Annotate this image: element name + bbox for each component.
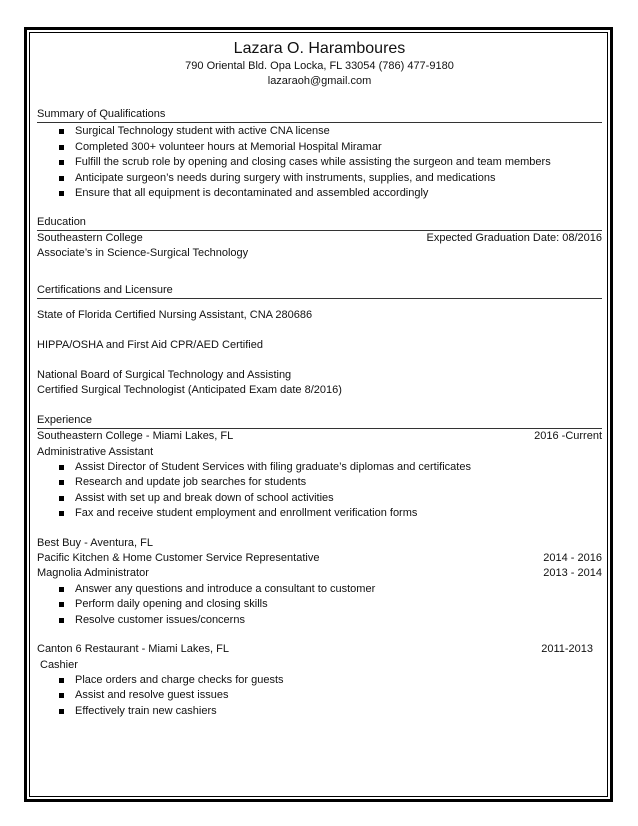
summary-section xyxy=(37,107,602,202)
section-title: Certifications and Licensure xyxy=(37,283,602,299)
job-header xyxy=(37,566,602,582)
list-item: Assist and resolve guest issues xyxy=(37,688,602,704)
bullet-icon xyxy=(59,465,64,470)
list-item: Answer any questions and introduce a consultant to customer xyxy=(37,582,602,598)
job-role: Cashier xyxy=(40,658,78,671)
certifications-section xyxy=(37,283,602,398)
bullet-icon xyxy=(59,693,64,698)
contact-address: 790 Oriental Bld. Opa Locka, FL 33054 (786) 477-9180 xyxy=(185,60,454,72)
summary-list xyxy=(37,124,602,202)
section-title: Summary of Qualifications xyxy=(37,107,602,123)
degree: Associate’s in Science-Surgical Technology xyxy=(37,247,249,259)
cna-license: State of Florida Certified Nursing Assistant, CNA 280686 xyxy=(37,309,313,321)
job-dates: 2016 -Current xyxy=(534,430,602,442)
bullet-icon xyxy=(59,496,64,501)
job-header xyxy=(37,429,602,445)
employer: Canton 6 Restaurant - Miami Lakes, FL xyxy=(37,643,229,655)
school-name: Southeastern College xyxy=(37,231,143,244)
employer: Southeastern College - Miami Lakes, FL xyxy=(37,430,234,442)
bullet-icon xyxy=(59,145,64,150)
job-dates: 2013 - 2014 xyxy=(543,567,602,579)
job-entry xyxy=(37,642,602,719)
list-item: Fax and receive student employment and enrollment verification forms xyxy=(37,506,602,522)
list-item: Anticipate surgeon’s needs during surgery with instruments, supplies, and medications xyxy=(37,171,602,187)
list-item: Completed 300+ volunteer hours at Memorial Hospital Miramar xyxy=(37,140,602,156)
education-section xyxy=(37,215,602,262)
resume-header xyxy=(37,39,602,89)
job-role: Pacific Kitchen & Home Customer Service Representative xyxy=(37,551,320,564)
section-title: Experience xyxy=(37,413,602,429)
list-item: Fulfill the scrub role by opening and closing cases while assisting the surgeon and team members xyxy=(37,155,602,171)
section-title: Education xyxy=(37,215,602,231)
resume-document xyxy=(37,38,602,719)
job-duties xyxy=(37,673,602,720)
job-dates: 2011-2013 xyxy=(541,643,593,655)
bullet-icon xyxy=(59,160,64,165)
job-role: Administrative Assistant xyxy=(37,445,154,458)
bullet-icon xyxy=(59,129,64,134)
job-entry xyxy=(37,536,602,629)
list-item: Assist Director of Student Services with filing graduate’s diplomas and certificates xyxy=(37,460,602,476)
contact-email: lazaraoh@gmail.com xyxy=(267,75,372,87)
list-item: Ensure that all equipment is decontaminated and assembled accordingly xyxy=(37,186,602,202)
job-header xyxy=(37,642,602,658)
job-header xyxy=(37,551,602,567)
job-duties xyxy=(37,582,602,629)
list-item: Perform daily opening and closing skills xyxy=(37,597,602,613)
graduation-date: Expected Graduation Date: 08/2016 xyxy=(426,231,602,244)
cst-certification: Certified Surgical Technologist (Anticipated Exam date 8/2016) xyxy=(37,384,342,396)
education-row xyxy=(37,231,602,247)
bullet-icon xyxy=(59,709,64,714)
bullet-icon xyxy=(59,480,64,485)
nbstsa-board: National Board of Surgical Technology and Assisting xyxy=(37,369,292,381)
experience-section xyxy=(37,413,602,719)
job-dates: 2014 - 2016 xyxy=(543,551,602,564)
bullet-icon xyxy=(59,587,64,592)
list-item: Research and update job searches for students xyxy=(37,475,602,491)
list-item: Effectively train new cashiers xyxy=(37,704,602,720)
job-duties xyxy=(37,460,602,522)
bullet-icon xyxy=(59,602,64,607)
bullet-icon xyxy=(59,618,64,623)
employer: Best Buy - Aventura, FL xyxy=(37,536,153,549)
bullet-icon xyxy=(59,678,64,683)
applicant-name: Lazara O. Haramboures xyxy=(233,40,406,57)
bullet-icon xyxy=(59,191,64,196)
job-entry xyxy=(37,429,602,522)
job-role: Magnolia Administrator xyxy=(37,567,149,579)
bullet-icon xyxy=(59,511,64,516)
cpr-certification: HIPPA/OSHA and First Aid CPR/AED Certified xyxy=(37,339,263,351)
bullet-icon xyxy=(59,176,64,181)
list-item: Resolve customer issues/concerns xyxy=(37,613,602,629)
list-item: Surgical Technology student with active CNA license xyxy=(37,124,602,140)
list-item: Assist with set up and break down of school activities xyxy=(37,491,602,507)
list-item: Place orders and charge checks for guests xyxy=(37,673,602,689)
